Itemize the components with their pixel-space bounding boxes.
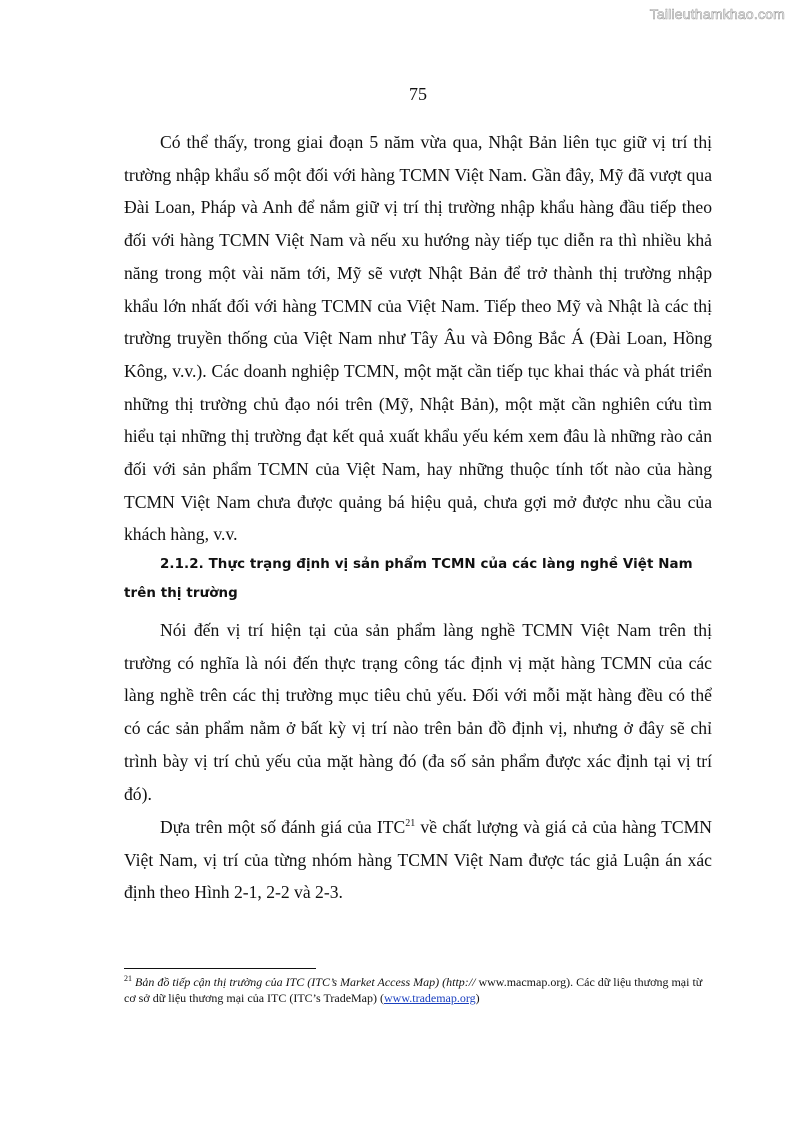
footnote-reference[interactable]: 21	[405, 818, 416, 830]
page-number: 75	[409, 84, 427, 104]
footnote-italic-source: Bản đồ tiếp cận thị trường của ITC (ITC’s Market Access Map) (http://	[135, 975, 476, 989]
section-heading: 2.1.2. Thực trạng định vị sản phẩm TCMN của các làng nghề Việt Nam trên thị trường	[124, 557, 693, 601]
footnote-number: 21	[124, 974, 132, 983]
paragraph-1: Có thể thấy, trong giai đoạn 5 năm vừa qua, Nhật Bản liên tục giữ vị trí thị trường nhập khẩu số một đối với hàng TCMN Việt Nam. Gần đây, Mỹ đã vượt qua Đài Loan, Pháp và Anh để nắm giữ vị trí thị trường nhập khẩu hàng đầu tiếp theo đối với hàng TCMN Việt Nam và nếu xu hướng này tiếp tục diễn ra thì nhiều khả năng trong một vài năm tới, Mỹ sẽ vượt Nhật Bản để trở thành thị trường nhập khẩu lớn nhất đối với hàng TCMN của Việt Nam. Tiếp theo Mỹ và Nhật là các thị trường truyền thống của Việt Nam như Tây Âu và Đông Bắc Á (Đài Loan, Hồng Kông, v.v.). Các doanh nghiệp TCMN, một mặt cần tiếp tục khai thác và phát triển những thị trường chủ đạo nói trên (Mỹ, Nhật Bản), một mặt cần nghiên cứu tìm hiểu tại những thị trường đạt kết quả xuất khẩu yếu kém xem đâu là những rào cản đối với sản phẩm TCMN của Việt Nam, hay những thuộc tính tốt nào của hàng TCMN Việt Nam chưa được quảng bá hiệu quả, chưa gợi mở được nhu cầu của khách hàng, v.v.	[124, 132, 712, 545]
paragraph-3-text-start: Dựa trên một số đánh giá của ITC	[160, 817, 406, 837]
footnote	[124, 974, 714, 1006]
footnote-text: www.macmap.org). Các dữ liệu thương mại từ cơ sở dữ liệu thương mại của ITC (ITC’s TradeMap) (	[124, 975, 703, 1005]
paragraph-3	[124, 811, 712, 909]
footnote-link[interactable]: www.trademap.org	[384, 991, 476, 1005]
watermark: Tailieuthamkhao.com	[649, 6, 785, 22]
footnote-closing: )	[475, 991, 480, 1005]
paragraph-3-text-end: về chất lượng và giá cả của hàng TCMN Việt Nam, vị trí của từng nhóm hàng TCMN Việt Nam được tác giả Luận án xác định theo Hình 2-1, 2-2 và 2-3.	[124, 817, 712, 903]
footnote-divider	[124, 968, 316, 969]
paragraph-2: Nói đến vị trí hiện tại của sản phẩm làng nghề TCMN Việt Nam trên thị trường có nghĩa là nói đến thực trạng công tác định vị mặt hàng TCMN của các làng nghề trên các thị trường mục tiêu chủ yếu. Đối với mỗi mặt hàng đều có thể có các sản phẩm nằm ở bất kỳ vị trí nào trên bản đồ định vị, nhưng ở đây sẽ chỉ trình bày vị trí chủ yếu của mặt hàng đó (đa số sản phẩm được xác định tại vị trí đó).	[124, 620, 712, 804]
